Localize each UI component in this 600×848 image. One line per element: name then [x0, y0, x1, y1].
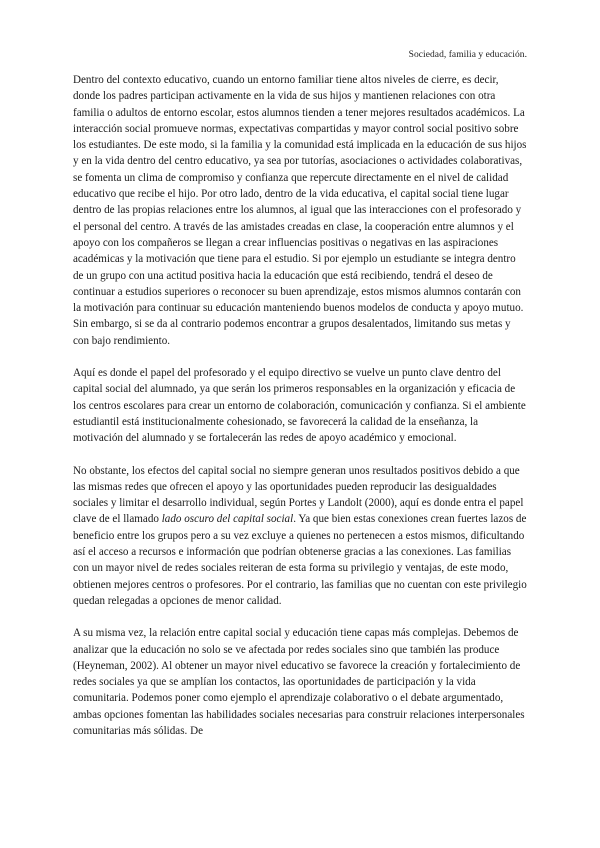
paragraph-layers: A su misma vez, la relación entre capital social y educación tiene capas más complejas. Debemos de analizar que la educación no solo se ve afectada por redes sociales sino que también las produce (Heyneman, 2002). Al obtener un mayor nivel educativo se favorece la creación y fortalecimiento de redes sociales ya que se amplían los contactos, las oportunidades de participación y la vida comunitaria. Podemos poner como ejemplo el aprendizaje colaborativo o el debate argumentado, ambas opciones fomentan las habilidades sociales necesarias para construir relaciones interpersonales comunitarias más sólidas. De — [73, 627, 525, 737]
paragraph-family-closure: Dentro del contexto educativo, cuando un entorno familiar tiene altos niveles de cierre, es decir, donde los padres participan activamente en la vida de sus hijos y mantienen relaciones con otra familia o adultos de entorno escolar, estos alumnos tienden a tener mejores resultados académicos. La interacción social promueve normas, expectativas compartidas y mayor control social positivo sobre los estudiantes. De este modo, si la familia y la comunidad está implicada en la educación de sus hijos y en la vida dentro del centro educativo, ya sea por tutorías, asociaciones o actividades colaborativas, se fomenta un clima de compromiso y confianza que repercute directamente en el nivel de calidad educativo que recibe el hijo. Por otro lado, dentro de la vida educativa, el capital social tiene lugar dentro de las propias relaciones entre los alumnos, al igual que las interacciones con el profesorado y el personal del centro. A través de las amistades creadas en clase, la cooperación entre alumnos y el apoyo con los compañeros se llegan a crear influencias positivas o negativas en las aspiraciones académicas y la motivación que tiene para el estudio. Si por ejemplo un estudiante se integra dentro de un grupo con una actitud positiva hacia la educación que está recibiendo, tendrá el deseo de continuar a estudios superiores o reconocer su buen aprendizaje, estos mismos alumnos contarán con la motivación para continuar su educación manteniendo buenos modelos de conducta y apoyo mutuo. Sin embargo, si se da al contrario podemos encontrar a grupos desalentados, limitando sus metas y con bajo rendimiento. — [73, 74, 527, 347]
paragraph-teacher-role: Aquí es donde el papel del profesorado y el equipo directivo se vuelve un punto clave dentro del capital social del alumnado, ya que serán los primeros responsables en la organización y eficacia de los centros escolares para crear un entorno de colaboración, comunicación y confianza. Si el ambiente estudiantil está institucionalmente cohesionado, se favorecerá la calidad de la enseñanza, la motivación del alumnado y se fortalecerán las redes de apoyo académico y emocional. — [73, 367, 526, 445]
running-header: Sociedad, familia y educación. — [408, 50, 527, 60]
paragraph-dark-side — [73, 463, 527, 610]
dark-side-term: lado oscuro del capital social — [161, 513, 294, 526]
body-text — [73, 72, 527, 755]
paragraph-dark-side-rest: . Ya que bien estas conexiones crean fuertes lazos de beneficio entre los grupos pero a su vez excluye a quienes no pertenecen a estos mismos, dificultando así el acceso a recursos e información que podrían obtenerse gracias a las conexiones. Las familias con un mayor nivel de redes sociales reiteran de esta forma su privilegio y ventajas, de este modo, obtienen mejores centros o profesores. Por el contrario, las familias que no cuentan con este privilegio quedan relegadas a opciones de menor calidad. — [73, 513, 527, 607]
paragraph-dark-side-lead: No obstante, los efectos del capital social no siempre generan unos resultados positivos debido a que las mismas redes que ofrecen el apoyo y las oportunidades pueden reproducir las desigualdades sociales y limitar el desarrollo individual, según Portes y Landolt (2000), aquí es donde entra el papel clave de el llamado — [73, 464, 524, 526]
